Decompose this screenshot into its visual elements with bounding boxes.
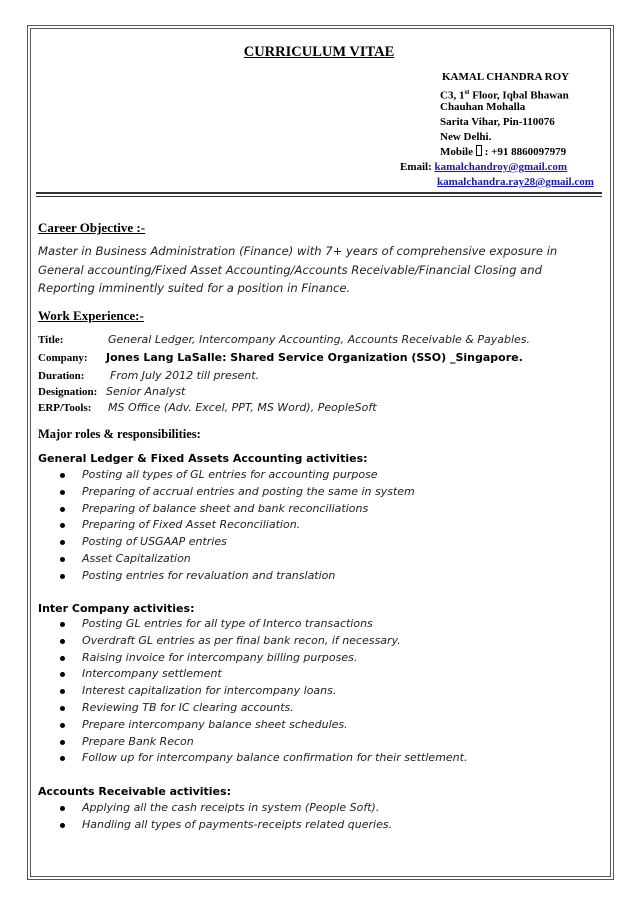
list-item-text: Raising invoice for intercompany billing purposes. — [82, 650, 358, 664]
work-designation-row — [38, 385, 185, 398]
list-item — [60, 800, 392, 817]
contact-name: KAMAL CHANDRA ROY — [442, 71, 570, 83]
list-item-text: Posting entries for revaluation and translation — [82, 568, 336, 582]
bullet-icon — [60, 473, 65, 478]
contact-address-line3: Sarita Vihar, Pin-110076 — [440, 116, 555, 128]
bullet-icon — [60, 756, 65, 761]
list-item — [60, 551, 415, 568]
section-gl-list — [60, 467, 415, 585]
career-objective-heading: Career Objective :- — [38, 220, 146, 235]
tools-value: MS Office (Adv. Excel, PPT, MS Word), PeopleSoft — [108, 401, 377, 414]
designation-value: Senior Analyst — [106, 385, 186, 398]
email-link-1[interactable]: kamalchandroy@gmail.com — [434, 161, 568, 173]
designation-label: Designation: — [38, 386, 98, 398]
duration-label: Duration: — [38, 370, 85, 382]
contact-address-line4: New Delhi. — [440, 131, 492, 143]
list-item-text: Posting of USGAAP entries — [82, 535, 227, 549]
address-line1-post: Floor, Iqbal Bhawan — [469, 89, 569, 102]
address-line1-pre: C3, 1 — [440, 89, 465, 102]
list-item-text: Reviewing TB for IC clearing accounts. — [82, 700, 294, 714]
list-item — [60, 650, 467, 667]
bullet-icon — [60, 823, 65, 828]
list-item-text: Preparing of Fixed Asset Reconciliation. — [82, 518, 301, 532]
list-item-text: Posting all types of GL entries for accounting purpose — [82, 468, 378, 481]
list-item — [60, 484, 415, 501]
list-item — [60, 717, 467, 734]
list-item-text: Handling all types of payments-receipts related queries. — [82, 817, 393, 831]
section-interco-list — [60, 616, 467, 767]
bullet-icon — [60, 490, 65, 495]
section-interco-title: Inter Company activities: — [38, 602, 195, 615]
bullet-icon — [60, 689, 65, 694]
header-divider-thin — [36, 196, 602, 197]
list-item — [60, 568, 415, 585]
bullet-icon — [60, 706, 65, 711]
list-item-text: Prepare intercompany balance sheet schedules. — [82, 717, 348, 731]
list-item-text: Overdraft GL entries as per final bank recon, if necessary. — [82, 633, 401, 647]
bullet-icon — [60, 507, 65, 512]
work-experience-heading: Work Experience:- — [38, 308, 144, 323]
list-item-text: Intercompany settlement — [82, 667, 222, 681]
contact-email-2 — [400, 175, 610, 190]
tools-label: ERP/Tools: — [38, 402, 92, 414]
title-value: General Ledger, Intercompany Accounting, Accounts Receivable & Payables. — [108, 333, 531, 346]
work-duration-row — [38, 369, 259, 382]
section-gl-title: General Ledger & Fixed Assets Accounting activities: — [38, 452, 368, 465]
bullet-icon — [60, 574, 65, 579]
list-item-text: Prepare Bank Recon — [82, 734, 194, 748]
address-line1-sup: st — [464, 88, 470, 96]
list-item-text: Applying all the cash receipts in system (People Soft). — [82, 801, 380, 814]
contact-block — [400, 70, 610, 190]
duration-value: From July 2012 till present. — [110, 369, 260, 382]
contact-email — [400, 160, 610, 175]
header-divider-thick — [36, 192, 602, 194]
list-item-text: Preparing of balance sheet and bank reconciliations — [82, 501, 369, 515]
bullet-icon — [60, 622, 65, 627]
bullet-icon — [60, 523, 65, 528]
company-label: Company: — [38, 352, 88, 364]
list-item — [60, 467, 415, 484]
list-item — [60, 817, 392, 834]
list-item-text: Asset Capitalization — [82, 551, 191, 565]
list-item-text: Preparing of accrual entries and posting the same in system — [82, 484, 415, 498]
work-title-row — [38, 333, 530, 346]
list-item — [60, 750, 467, 767]
bullet-icon — [60, 557, 65, 562]
roles-heading: Major roles & responsibilities: — [38, 427, 201, 441]
list-item — [60, 683, 467, 700]
mobile-label: Mobile — [440, 146, 473, 158]
bullet-icon — [60, 672, 65, 677]
document-title: CURRICULUM VITAE — [243, 44, 395, 60]
list-item-text: Follow up for intercompany balance confirmation for their settlement. — [82, 751, 468, 765]
bullet-icon — [60, 639, 65, 644]
bullet-icon — [60, 806, 65, 811]
section-ar-title: Accounts Receivable activities: — [38, 785, 231, 798]
list-item — [60, 700, 467, 717]
list-item — [60, 534, 415, 551]
list-item — [60, 633, 467, 650]
bullet-icon — [60, 540, 65, 545]
contact-address-line2: Chauhan Mohalla — [440, 101, 526, 113]
list-item — [60, 734, 467, 751]
list-item-text: Posting GL entries for all type of Interco transactions — [82, 617, 373, 630]
bullet-icon — [60, 740, 65, 745]
company-value: Jones Lang LaSalle: Shared Service Organization (SSO) _Singapore. — [106, 351, 523, 364]
contact-mobile — [400, 145, 610, 160]
contact-address-line1 — [400, 85, 610, 100]
email-link-2[interactable]: kamalchandra.ray28@gmail.com — [437, 176, 594, 188]
list-item-text: Interest capitalization for intercompany loans. — [82, 684, 337, 698]
title-label: Title: — [38, 334, 64, 346]
section-ar-list — [60, 800, 392, 834]
mobile-value: : +91 8860097979 — [482, 146, 567, 158]
bullet-icon — [60, 723, 65, 728]
email-label: Email: — [400, 161, 435, 173]
list-item — [60, 501, 415, 518]
list-item — [60, 616, 467, 633]
bullet-icon — [60, 656, 65, 661]
work-tools-row — [38, 401, 377, 414]
list-item — [60, 666, 467, 683]
list-item — [60, 517, 415, 534]
career-objective-text: Master in Business Administration (Finance) with 7+ years of comprehensive exposure in General accounting/Fixed Asset Accounting/Accounts Receivable/Financial Closing and Reporting imminently suited for a position in Finance. — [38, 244, 558, 295]
work-company-row — [38, 351, 523, 364]
